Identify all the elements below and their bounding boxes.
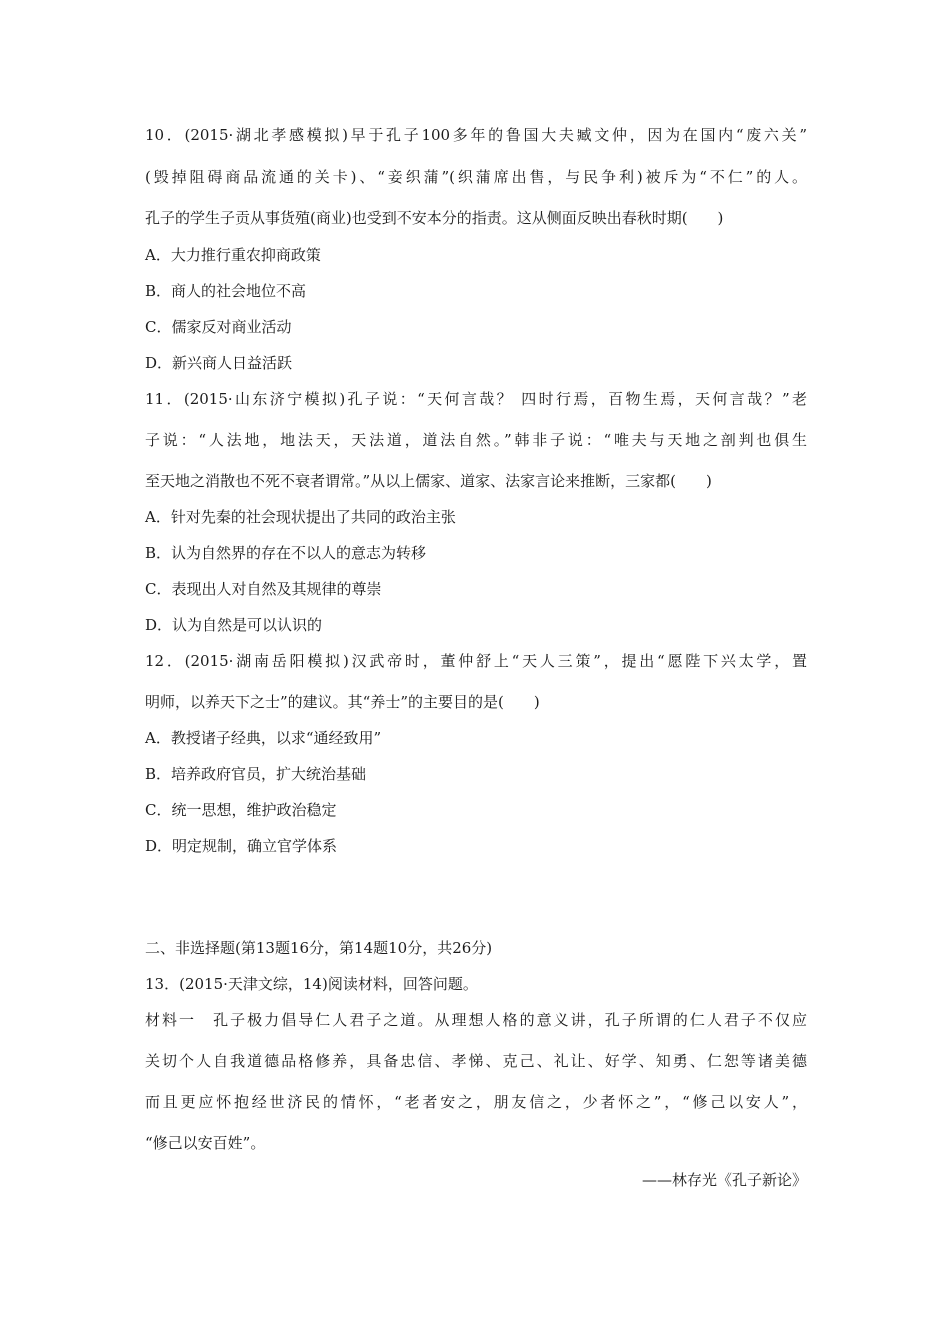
q11-option-d: D．认为自然是可以认识的 (145, 616, 323, 634)
q11-stem-line-2: 子说：“人法地，地法天，天法道，道法自然。”韩非子说：“唯夫与天地之剖判也俱生 (145, 431, 807, 449)
q12-option-b: B．培养政府官员，扩大统治基础 (145, 765, 367, 783)
q11-stem-line-3: 至天地之消散也不死不衰者谓常。”从以上儒家、道家、法家言论来推断，三家都( ) (145, 472, 712, 490)
q13-material1-source: ——林存光《孔子新论》 (641, 1171, 807, 1189)
q11-option-c: C．表现出人对自然及其规律的尊崇 (145, 580, 382, 598)
section-heading-non-choice: 二、非选择题(第13题16分，第14题10分，共26分) (145, 939, 493, 957)
q12-option-c: C．统一思想，维护政治稳定 (145, 801, 337, 819)
q10-option-b: B．商人的社会地位不高 (145, 282, 307, 300)
q13-intro: 13．(2015·天津文综，14)阅读材料，回答问题。 (145, 975, 478, 993)
q13-material1-line-4: “修己以安百姓”。 (145, 1134, 266, 1152)
q12-option-d: D．明定规制，确立官学体系 (145, 837, 338, 855)
q10-option-a: A．大力推行重农抑商政策 (145, 246, 321, 264)
q10-option-c: C．儒家反对商业活动 (145, 318, 292, 336)
q10-stem-line-3: 孔子的学生子贡从事货殖(商业)也受到不安本分的指责。这从侧面反映出春秋时期( ) (145, 209, 724, 227)
q12-stem-line-1: 12．(2015·湖南岳阳模拟)汉武帝时，董仲舒上“天人三策”，提出“愿陛下兴太学，置 (145, 652, 807, 670)
q11-stem-line-1: 11．(2015·山东济宁模拟)孔子说：“天何言哉？ 四时行焉，百物生焉，天何言哉？”老 (145, 390, 807, 408)
q10-stem-line-2: (毁掉阻碍商品流通的关卡)、“妾织蒲”(织蒲席出售，与民争利)被斥为“不仁”的人。 (145, 168, 807, 186)
q10-option-d: D．新兴商人日益活跃 (145, 354, 293, 372)
q13-material1-line-1: 材料一 孔子极力倡导仁人君子之道。从理想人格的意义讲，孔子所谓的仁人君子不仅应 (145, 1011, 807, 1029)
q12-stem-line-2: 明师，以养天下之士”的建议。其“养士”的主要目的是( ) (145, 693, 540, 711)
q12-option-a: A．教授诸子经典，以求“通经致用” (145, 729, 382, 747)
q11-option-a: A．针对先秦的社会现状提出了共同的政治主张 (145, 508, 456, 526)
q13-material1-line-2: 关切个人自我道德品格修养，具备忠信、孝悌、克己、礼让、好学、知勇、仁恕等诸美德 (145, 1052, 807, 1070)
q11-option-b: B．认为自然界的存在不以人的意志为转移 (145, 544, 427, 562)
q13-material1-line-3: 而且更应怀抱经世济民的情怀，“老者安之，朋友信之，少者怀之”，“修己以安人”， (145, 1093, 807, 1111)
q10-stem-line-1: 10．(2015·湖北孝感模拟)早于孔子100多年的鲁国大夫臧文仲，因为在国内“废六关” (145, 126, 807, 144)
